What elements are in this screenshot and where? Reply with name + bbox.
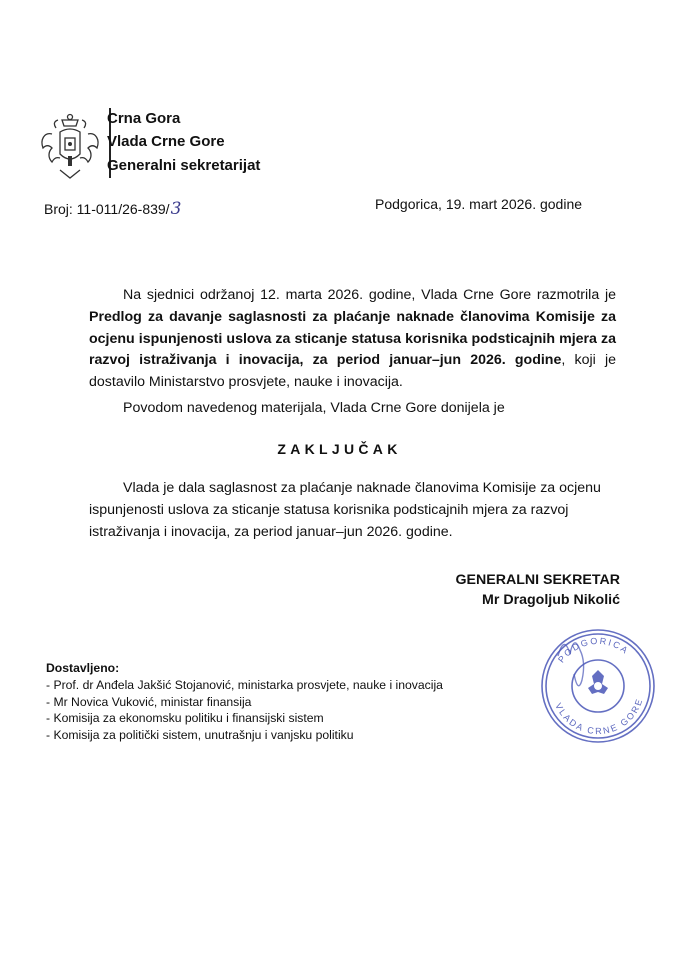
conclusion-paragraph <box>89 478 609 543</box>
distribution-item: - Komisija za ekonomsku politiku i finansijski sistem <box>46 710 443 727</box>
svg-text:VLADA CRNE GORE <box>553 696 645 736</box>
handwritten-number: 3 <box>170 199 182 219</box>
distribution-item: - Komisija za politički sistem, unutrašnju i vanjsku politiku <box>46 727 443 744</box>
stamp-text-top: PODGORICA <box>556 635 632 665</box>
conclusion-title: ZAKLJUČAK <box>277 441 402 457</box>
intro-paragraph <box>89 285 616 394</box>
official-stamp <box>528 616 668 756</box>
distribution-item: - Mr Novica Vuković, ministar finansija <box>46 694 443 711</box>
distribution-label: Dostavljeno: <box>46 661 120 675</box>
header-country: Crna Gora <box>107 110 181 127</box>
intro-subject: Predlog za davanje saglasnosti za plaćanje naknade članovima Komisije za ocjenu ispunjenosti uslova za sticanje statusa korisnika podsticajnih mjera za razvoj istraživanja i inovacija, za period januar–jun 2026. godine <box>89 308 616 369</box>
stamp-text-bottom: VLADA CRNE GORE <box>553 696 645 737</box>
header-government: Vlada Crne Gore <box>107 133 225 150</box>
signature-name: Mr Dragoljub Nikolić <box>482 592 620 608</box>
intro-text-end: , koji je dostavilo Ministarstvo prosvjete, nauke i inovacija. <box>89 352 616 391</box>
stamp-emblem-icon <box>588 670 608 694</box>
header-secretariat: Generalni sekretarijat <box>107 157 261 174</box>
reference-number <box>44 197 181 217</box>
coat-of-arms-icon <box>38 112 102 182</box>
reference-label: Broj: 11-011/26-839/ <box>44 201 170 217</box>
signature-title: GENERALNI SEKRETAR <box>455 572 620 588</box>
signature-block <box>400 570 620 610</box>
intro-decision-line: Povodom navedenog materijala, Vlada Crne Gore donijela je <box>123 400 505 416</box>
intro-text-start: Na sjednici održanoj 12. marta 2026. godine, Vlada Crne Gore razmotrila je <box>123 287 616 303</box>
conclusion-text: Vlada je dala saglasnost za plaćanje naknade članovima Komisije za ocjenu ispunjenosti uslova za sticanje statusa korisnika podsticajnih mjera za razvoj istraživanja i inovacija, za period januar–jun 2026. godine. <box>89 480 601 540</box>
distribution-list <box>46 660 443 744</box>
document-date: Podgorica, 19. mart 2026. godine <box>375 196 583 212</box>
distribution-item: - Prof. dr Anđela Jakšić Stojanović, ministarka prosvjete, nauke i inovacija <box>46 677 443 694</box>
